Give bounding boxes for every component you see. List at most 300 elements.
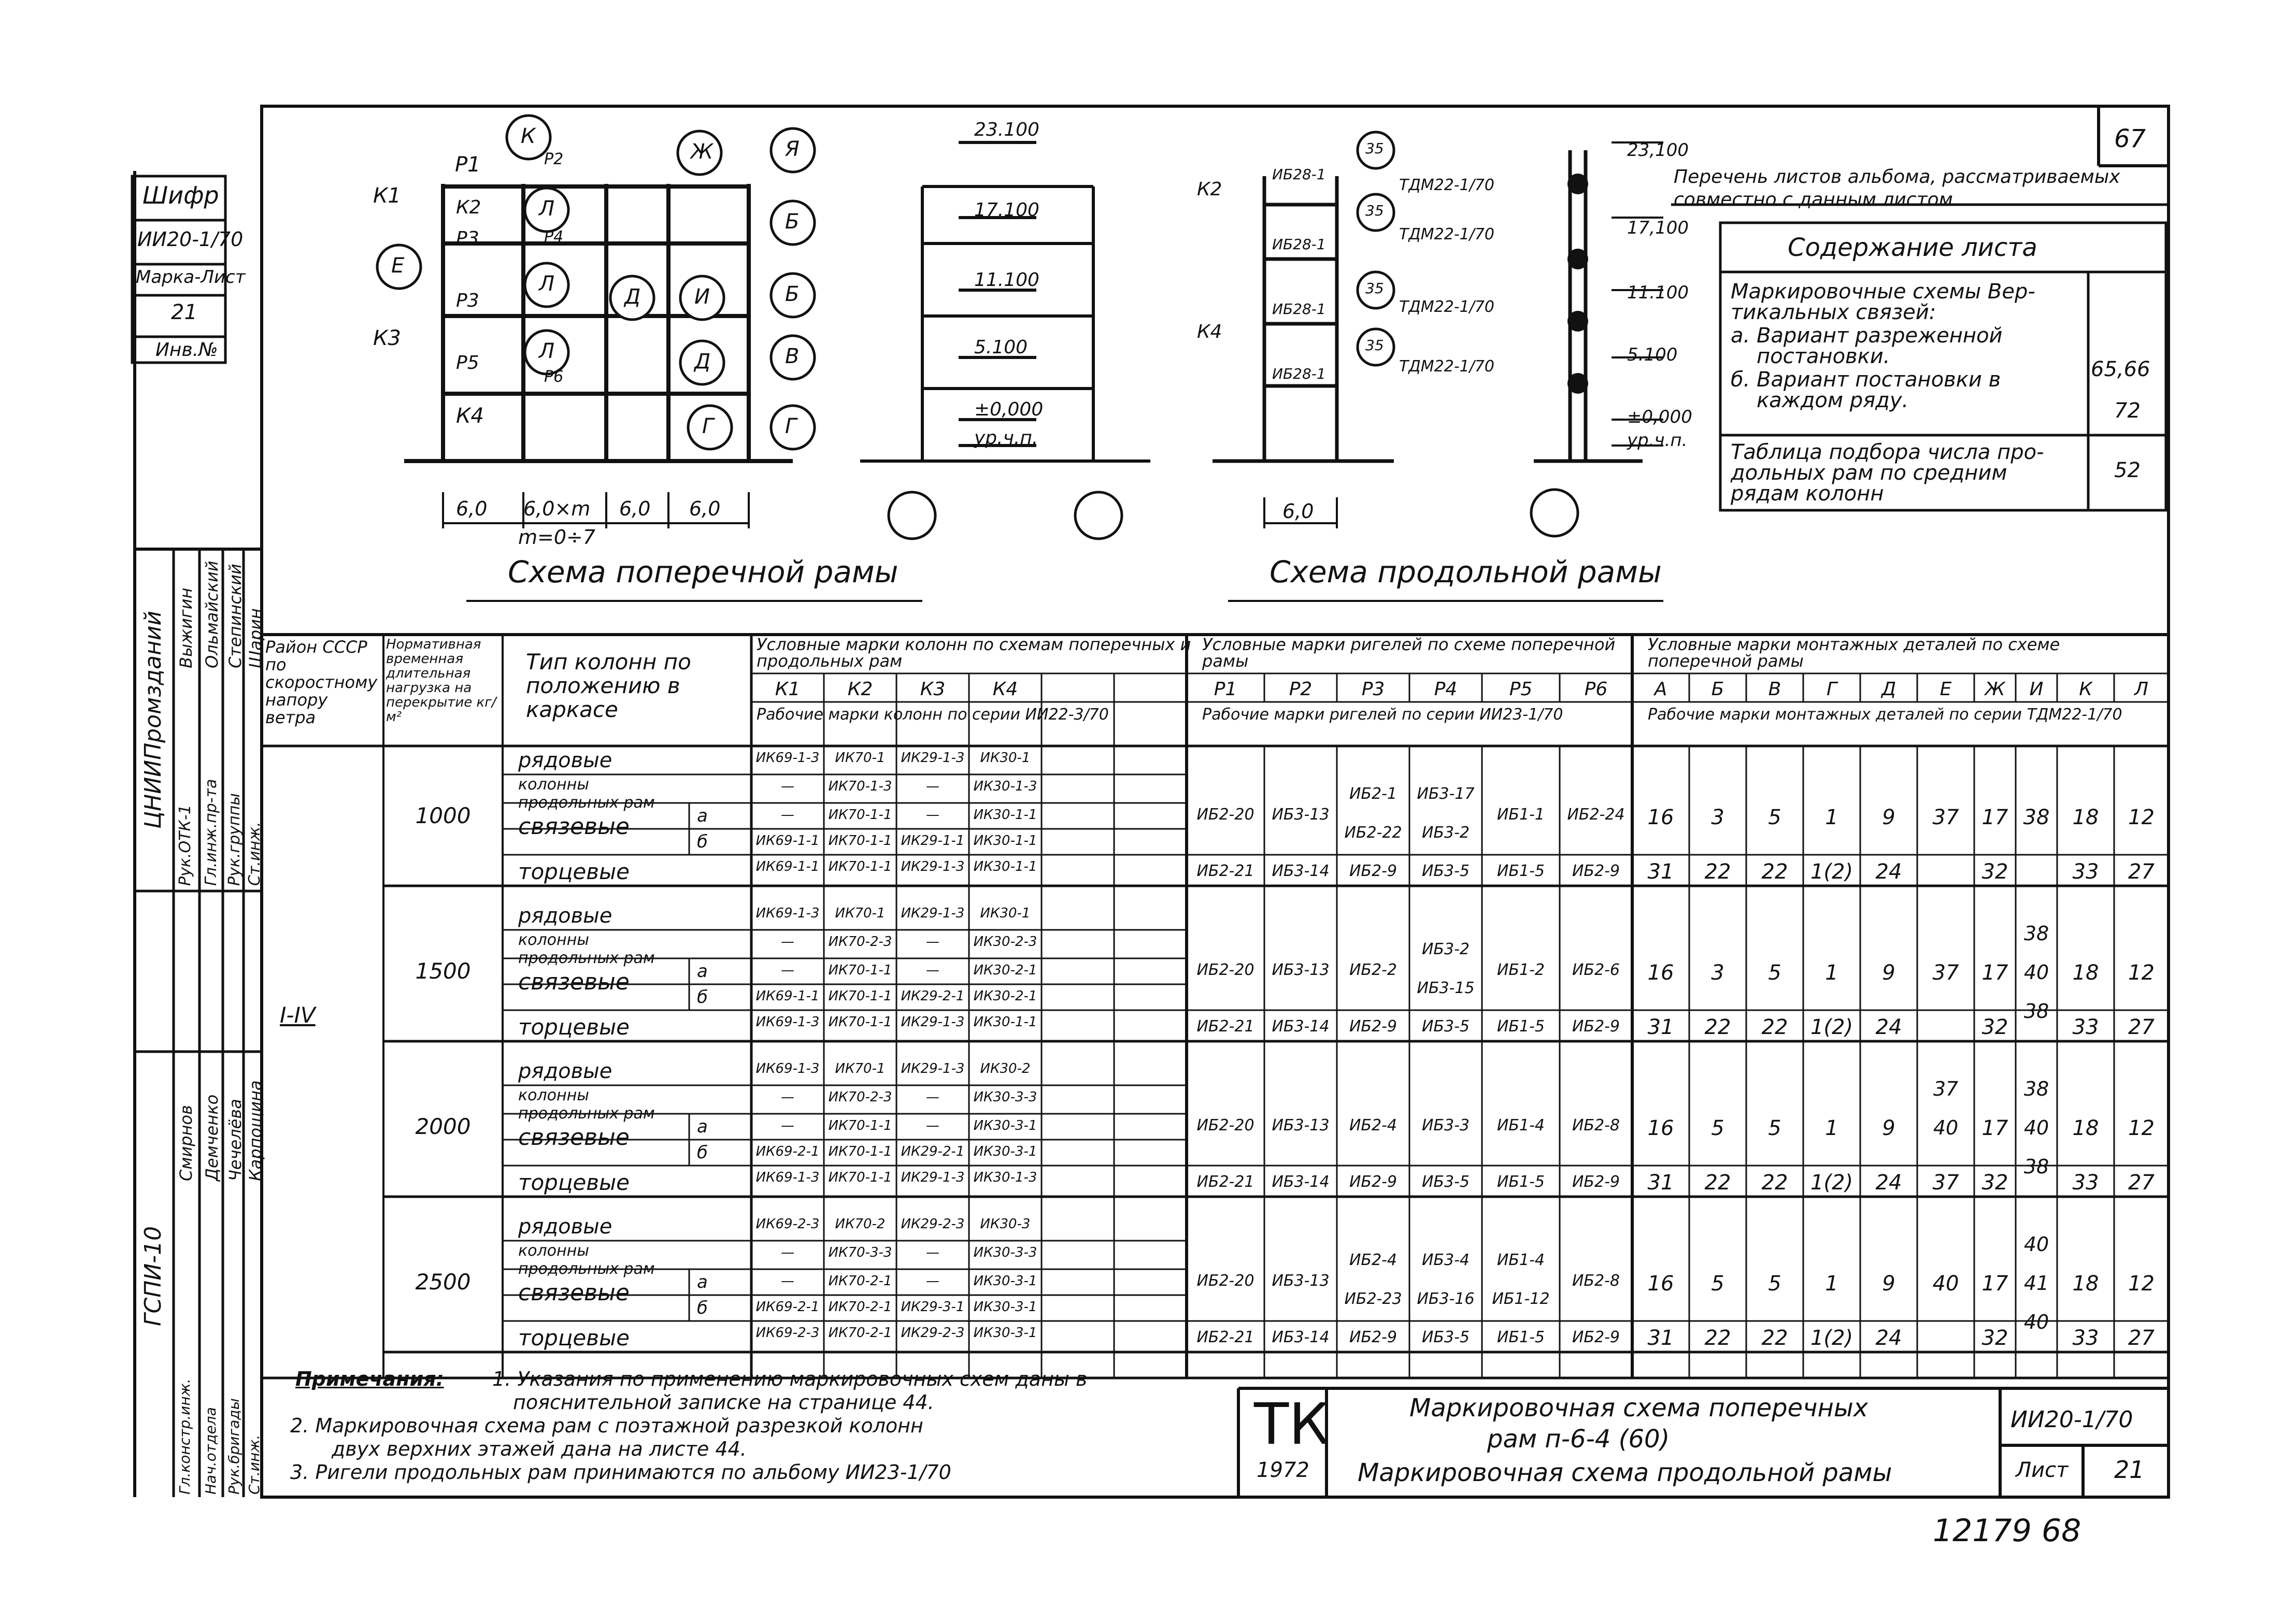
- colmark-0-1-2: —: [926, 779, 939, 794]
- det-end-0-9: 27: [2128, 860, 2155, 884]
- org-bottom: ГСПИ-10: [140, 1226, 166, 1326]
- barmark-end-0-4: ИБ1-5: [1496, 862, 1545, 880]
- det-3-6: 17: [1981, 1272, 2008, 1296]
- type-end-2: торцевые: [518, 1170, 630, 1195]
- h-type: Тип колонн по положению в каркасе: [526, 649, 691, 722]
- type-row-1: рядовые: [518, 904, 612, 928]
- contents-item4-c: рядам колонн: [1731, 482, 1884, 506]
- type-long-0: колонны продольных рам: [518, 775, 655, 812]
- span-4: 6,0: [689, 497, 721, 520]
- contents-item3-a: б. Вариант постановки в: [1731, 368, 2001, 392]
- barmark-0-2-0: ИБ2-1: [1349, 785, 1397, 803]
- det-0-5: 37: [1932, 806, 1959, 829]
- long-frame-title: Схема продольной рамы: [1270, 554, 1662, 590]
- colmark-2-0-3: ИК30-2: [980, 1061, 1031, 1076]
- contents-item4-b: дольных рам по средним: [1731, 461, 2007, 485]
- det-end-1-1: 22: [1704, 1015, 1731, 1039]
- long-circle-3: 35: [1365, 280, 1384, 297]
- barmark-end-1-0: ИБ2-21: [1196, 1017, 1254, 1036]
- colmark-2-3-0: ИК69-2-1: [755, 1144, 820, 1159]
- det-3-2: 5: [1768, 1272, 1781, 1296]
- det-end-2-2: 22: [1761, 1171, 1788, 1195]
- colmark-3-4-3: ИК30-3-1: [973, 1325, 1037, 1341]
- colmark-0-1-1: ИК70-1-3: [828, 779, 892, 794]
- det-end-1-4: 24: [1875, 1015, 1902, 1039]
- colmark-0-0-0: ИК69-1-3: [755, 750, 820, 766]
- stamp-row-bot-3: Ст.инж.: [246, 1434, 263, 1495]
- det-end-2-6: 32: [1981, 1171, 2008, 1195]
- colmark-1-4-2: ИК29-1-3: [901, 1014, 965, 1030]
- det-end-3-8: 33: [2072, 1326, 2099, 1350]
- barmark-3-3-0: ИБ3-4: [1421, 1251, 1470, 1269]
- cross-frame-title: Схема поперечной рамы: [508, 554, 899, 590]
- cross-label-r3: Р3: [456, 228, 479, 249]
- title-line3: Маркировочная схема продольной рамы: [1358, 1458, 1892, 1487]
- colmark-0-2-3: ИК30-1-1: [973, 807, 1037, 823]
- long-circle-4: 35: [1365, 337, 1384, 354]
- cross-label-k3: К3: [373, 326, 401, 350]
- notes-title: Примечания:: [295, 1368, 444, 1390]
- stamp-name-bot-3: Карпощина: [246, 1080, 265, 1181]
- colmark-1-4-1: ИК70-1-1: [828, 1014, 892, 1030]
- level-23100: 23.100: [974, 119, 1039, 140]
- det-0-3: 1: [1825, 806, 1838, 829]
- colmark-0-2-0: —: [781, 807, 794, 823]
- long-level-3: 11.100: [1627, 282, 1689, 303]
- level-0000: ±0,000: [974, 399, 1044, 420]
- stamp-name-bot-2: Чечелёва: [225, 1099, 245, 1181]
- load-0: 1000: [415, 803, 471, 828]
- barmark-end-1-4: ИБ1-5: [1496, 1017, 1545, 1036]
- colmark-1-0-2: ИК29-1-3: [901, 906, 965, 921]
- colmark-2-4-3: ИК30-1-3: [973, 1170, 1037, 1185]
- barmark-1-0: ИБ2-20: [1196, 961, 1254, 979]
- cross-label-r2: Р2: [544, 150, 564, 168]
- colmark-0-3-3: ИК30-1-1: [973, 833, 1037, 849]
- det-end-2-5: 37: [1932, 1171, 1959, 1195]
- colmark-0-3-1: ИК70-1-1: [828, 833, 892, 849]
- det-2-7-2: 38: [2023, 1155, 2049, 1178]
- colmark-0-4-1: ИК70-1-1: [828, 859, 892, 874]
- colmark-3-1-2: —: [926, 1245, 939, 1260]
- det-key-И: И: [2029, 679, 2044, 700]
- circle-l1: Л: [539, 197, 555, 221]
- det-end-2-9: 27: [2128, 1171, 2155, 1195]
- barmark-3-4-0: ИБ1-4: [1496, 1251, 1545, 1269]
- colmark-2-1-0: —: [781, 1089, 794, 1105]
- h-bars: Условные марки ригелей по схеме поперечной рамы: [1202, 635, 1616, 671]
- colmark-2-4-1: ИК70-1-1: [828, 1170, 892, 1185]
- det-2-3: 1: [1825, 1116, 1838, 1140]
- bar-key-Р3: Р3: [1361, 679, 1385, 700]
- colmark-0-0-3: ИК30-1: [980, 750, 1031, 766]
- colmark-0-2-1: ИК70-1-1: [828, 807, 892, 823]
- m-label: m=0÷7: [518, 526, 596, 549]
- contents-title: Перечень листов альбома, рассматриваемых совместно с данным листом: [1674, 166, 2120, 210]
- colmark-1-3-2: ИК29-2-1: [901, 988, 965, 1004]
- det-1-2: 5: [1768, 961, 1781, 985]
- colmark-0-4-0: ИК69-1-1: [755, 859, 820, 874]
- det-key-Ж: Ж: [1985, 679, 2005, 700]
- type-end-3: торцевые: [518, 1325, 630, 1351]
- long-label-k4: К4: [1197, 321, 1222, 342]
- colmark-2-3-1: ИК70-1-1: [828, 1144, 892, 1159]
- det-end-2-8: 33: [2072, 1171, 2099, 1195]
- det-end-3-1: 22: [1704, 1326, 1731, 1350]
- det-1-3: 1: [1825, 961, 1838, 985]
- stamp-name-bot-1: Демченко: [202, 1094, 222, 1181]
- title-year: 1972: [1257, 1458, 1309, 1482]
- colmark-3-2-0: —: [781, 1273, 794, 1289]
- h-region: Район СССР по скоростному напору ветра: [265, 637, 378, 727]
- colmark-2-2-1: ИК70-1-1: [828, 1118, 892, 1133]
- sheet-label: Лист: [2016, 1458, 2069, 1482]
- long-level-5: ±0,000: [1627, 407, 1692, 427]
- colmark-1-0-3: ИК30-1: [980, 906, 1031, 921]
- det-key-Б: Б: [1711, 679, 1724, 700]
- det-end-0-4: 24: [1875, 860, 1902, 884]
- det-1-7-1: 40: [2023, 961, 2049, 984]
- colmark-2-1-2: —: [926, 1089, 939, 1105]
- stamp-name-top-3: Шарин: [246, 608, 265, 668]
- colmark-2-3-3: ИК30-3-1: [973, 1144, 1037, 1159]
- det-0-7: 38: [2023, 806, 2050, 829]
- det-end-0-6: 32: [1981, 860, 2008, 884]
- long-level-2: 17,100: [1627, 218, 1689, 238]
- circle-k: К: [521, 124, 536, 148]
- type-end-1: торцевые: [518, 1014, 630, 1040]
- type-long-3: колонны продольных рам: [518, 1242, 655, 1278]
- cross-label-r4: Р4: [544, 228, 564, 246]
- long-detail-3: ТДМ22-1/70: [1399, 298, 1495, 316]
- note-1b: пояснительной записке на странице 44.: [513, 1391, 934, 1414]
- h-det: Условные марки монтажных деталей по схеме поперечной рамы: [1648, 635, 2060, 671]
- barmark-3-2-0: ИБ2-4: [1349, 1251, 1397, 1269]
- contents-item4-pages: 52: [2114, 458, 2141, 482]
- barmark-2-1: ИБ3-13: [1272, 1116, 1330, 1134]
- barmark-0-3-1: ИБ3-2: [1421, 824, 1470, 842]
- colmark-0-3-2: ИК29-1-1: [901, 833, 965, 849]
- circle-g2: Г: [785, 414, 797, 438]
- det-end-2-3: 1(2): [1810, 1171, 1853, 1195]
- det-2-1: 5: [1711, 1116, 1724, 1140]
- colmark-2-1-3: ИК30-3-3: [973, 1089, 1037, 1105]
- det-3-9: 12: [2128, 1272, 2155, 1296]
- det-1-1: 3: [1711, 961, 1724, 985]
- det-2-5-0: 37: [1933, 1078, 1959, 1100]
- circle-i: И: [694, 285, 710, 309]
- col-key-К3: К3: [920, 679, 946, 700]
- colmark-1-2-1: ИК70-1-1: [828, 963, 892, 978]
- det-end-0-1: 22: [1704, 860, 1731, 884]
- det-2-5-1: 40: [1933, 1116, 1959, 1139]
- long-detail-1: ТДМ22-1/70: [1399, 176, 1495, 194]
- barmark-2-5: ИБ2-8: [1572, 1116, 1620, 1134]
- barmark-0-2-1: ИБ2-22: [1344, 824, 1402, 842]
- colmark-3-0-2: ИК29-2-3: [901, 1216, 965, 1232]
- cross-label-k4: К4: [456, 404, 484, 428]
- long-level-4: 5.100: [1627, 344, 1678, 365]
- colmark-2-3-2: ИК29-2-1: [901, 1144, 965, 1159]
- colmark-3-2-2: —: [926, 1273, 939, 1289]
- colmark-0-1-3: ИК30-1-3: [973, 779, 1037, 794]
- barmark-0-5: ИБ2-24: [1567, 806, 1625, 824]
- det-end-1-8: 33: [2072, 1015, 2099, 1039]
- contents-item1-a: Маркировочные схемы Вер-: [1731, 280, 2035, 304]
- barmark-2-4: ИБ1-4: [1496, 1116, 1545, 1134]
- det-end-3-0: 31: [1647, 1326, 1674, 1350]
- det-key-Г: Г: [1826, 679, 1837, 700]
- barmark-end-3-0: ИБ2-21: [1196, 1328, 1254, 1346]
- load-3: 2500: [415, 1269, 471, 1295]
- stamp-row-bot-2: Рук.бригады: [225, 1398, 243, 1495]
- det-key-А: А: [1654, 679, 1667, 700]
- type-a-2: а: [697, 1116, 708, 1137]
- det-0-0: 16: [1647, 806, 1674, 829]
- span-2: 6,0×m: [523, 497, 591, 520]
- type-b-0: б: [697, 831, 708, 852]
- col-key-К4: К4: [992, 679, 1018, 700]
- stamp-row-top-0: Рук.ОТК-1: [176, 805, 194, 886]
- colmark-2-0-1: ИК70-1: [835, 1061, 886, 1076]
- colmark-0-2-2: —: [926, 807, 939, 823]
- contents-item1-b: тикальных связей:: [1731, 300, 1936, 324]
- contents-header: Содержание листа: [1788, 233, 2037, 262]
- barmark-3-3-1: ИБ3-16: [1417, 1290, 1475, 1308]
- long-detail-2: ТДМ22-1/70: [1399, 225, 1495, 243]
- det-end-1-9: 27: [2128, 1015, 2155, 1039]
- det-end-3-4: 24: [1875, 1326, 1902, 1350]
- shifr-label: Шифр: [142, 181, 219, 209]
- det-key-К: К: [2079, 679, 2092, 700]
- level-17100: 17.100: [974, 199, 1039, 221]
- type-a-3: а: [697, 1272, 708, 1292]
- colmark-1-1-1: ИК70-2-3: [828, 934, 892, 950]
- colmark-3-4-2: ИК29-2-3: [901, 1325, 965, 1341]
- colmark-1-0-1: ИК70-1: [835, 906, 886, 921]
- det-end-3-2: 22: [1761, 1326, 1788, 1350]
- barmark-1-5: ИБ2-6: [1572, 961, 1620, 979]
- det-1-9: 12: [2128, 961, 2155, 985]
- det-1-8: 18: [2072, 961, 2099, 985]
- circle-e: Е: [391, 254, 405, 278]
- contents-item2-b: постановки.: [1757, 344, 1890, 368]
- type-row-3: рядовые: [518, 1215, 612, 1239]
- title-code: ИИ20-1/70: [2010, 1406, 2133, 1433]
- barmark-end-0-1: ИБ3-14: [1272, 862, 1330, 880]
- colmark-2-4-2: ИК29-1-3: [901, 1170, 965, 1185]
- colmark-2-0-0: ИК69-1-3: [755, 1061, 820, 1076]
- det-end-2-0: 31: [1647, 1171, 1674, 1195]
- stamp-name-bot-0: Смирнов: [176, 1105, 196, 1181]
- colmark-2-2-3: ИК30-3-1: [973, 1118, 1037, 1133]
- barmark-end-3-3: ИБ3-5: [1421, 1328, 1470, 1346]
- det-end-1-6: 32: [1981, 1015, 2008, 1039]
- barmark-end-0-0: ИБ2-21: [1196, 862, 1254, 880]
- barmark-end-1-1: ИБ3-14: [1272, 1017, 1330, 1036]
- note-3: 3. Ригели продольных рам принимаются по альбому ИИ23-1/70: [290, 1461, 951, 1484]
- barmark-2-0: ИБ2-20: [1196, 1116, 1254, 1134]
- type-a-1: а: [697, 961, 708, 982]
- det-2-9: 12: [2128, 1116, 2155, 1140]
- long-beam-2: ИБ28-1: [1272, 236, 1326, 253]
- contents-item2-pages: 65,66: [2091, 357, 2150, 381]
- circle-ya: Я: [785, 137, 800, 161]
- barmark-1-3-1: ИБ3-15: [1417, 979, 1475, 997]
- barmark-3-0: ИБ2-20: [1196, 1272, 1254, 1290]
- colmark-0-0-2: ИК29-1-3: [901, 750, 965, 766]
- det-3-7-2: 40: [2023, 1311, 2049, 1333]
- span-1: 6,0: [456, 497, 488, 520]
- long-label-k2: К2: [1197, 179, 1222, 200]
- colmark-3-4-0: ИК69-2-3: [755, 1325, 820, 1341]
- stamp-name-top-2: Степинский: [225, 564, 245, 668]
- cross-label-k1: К1: [373, 184, 401, 208]
- barmark-end-1-2: ИБ2-9: [1349, 1017, 1397, 1036]
- barmark-end-0-5: ИБ2-9: [1572, 862, 1620, 880]
- type-tie-0: связевые: [518, 813, 630, 840]
- colmark-1-2-0: —: [781, 963, 794, 978]
- region-value: I-IV: [280, 1002, 316, 1028]
- colmark-2-4-0: ИК69-1-3: [755, 1170, 820, 1185]
- det-end-2-4: 24: [1875, 1171, 1902, 1195]
- marka-list-label: Марка-Лист: [136, 267, 246, 288]
- barmark-end-2-2: ИБ2-9: [1349, 1173, 1397, 1191]
- stamp-name-top-0: Выжигин: [176, 587, 196, 668]
- barmark-end-2-3: ИБ3-5: [1421, 1173, 1470, 1191]
- colmark-3-3-0: ИК69-2-1: [755, 1299, 820, 1315]
- barmark-0-0: ИБ2-20: [1196, 806, 1254, 824]
- det-3-3: 1: [1825, 1272, 1838, 1296]
- h-bars-series: Рабочие марки ригелей по серии ИИ23-1/70: [1202, 706, 1563, 724]
- colmark-1-2-3: ИК30-2-1: [973, 963, 1037, 978]
- colmark-3-3-3: ИК30-3-1: [973, 1299, 1037, 1315]
- sheet-no-top: 67: [2114, 124, 2146, 153]
- load-2: 2000: [415, 1114, 471, 1139]
- contents-item3-b: каждом ряду.: [1757, 389, 1909, 412]
- bar-key-Р1: Р1: [1214, 679, 1237, 700]
- barmark-end-2-0: ИБ2-21: [1196, 1173, 1254, 1191]
- long-circle-2: 35: [1365, 202, 1384, 219]
- colmark-0-4-2: ИК29-1-3: [901, 859, 965, 874]
- barmark-end-2-5: ИБ2-9: [1572, 1173, 1620, 1191]
- det-0-4: 9: [1882, 806, 1895, 829]
- det-0-6: 17: [1981, 806, 2008, 829]
- det-1-7-2: 38: [2023, 1000, 2049, 1023]
- barmark-end-3-2: ИБ2-9: [1349, 1328, 1397, 1346]
- load-1: 1500: [415, 958, 471, 984]
- contents-item2-a: а. Вариант разреженной: [1731, 324, 2003, 348]
- det-0-9: 12: [2128, 806, 2155, 829]
- colmark-1-3-3: ИК30-2-1: [973, 988, 1037, 1004]
- cross-label-r3b: Р3: [456, 290, 479, 311]
- type-long-2: колонны продольных рам: [518, 1086, 655, 1123]
- barmark-end-0-3: ИБ3-5: [1421, 862, 1470, 880]
- org-top: ЦНИИПромзданий: [140, 611, 166, 829]
- circle-zh: Ж: [691, 140, 714, 164]
- det-1-4: 9: [1882, 961, 1895, 985]
- list-value: 21: [171, 300, 197, 324]
- colmark-3-2-1: ИК70-2-1: [828, 1273, 892, 1289]
- bottom-number: 12179 68: [1933, 1513, 2081, 1549]
- circle-b2: Б: [785, 282, 800, 306]
- note-2a: 2. Маркировочная схема рам с поэтажной разрезкой колонн: [290, 1414, 923, 1437]
- title-line2: рам п-6-4 (60): [1487, 1425, 1670, 1454]
- circle-l3: Л: [539, 339, 555, 363]
- type-a-0: а: [697, 806, 708, 826]
- contents-item4-a: Таблица подбора числа про-: [1731, 440, 2044, 464]
- long-detail-4: ТДМ22-1/70: [1399, 357, 1495, 376]
- det-end-0-8: 33: [2072, 860, 2099, 884]
- contents-item3-pages: 72: [2114, 399, 2141, 423]
- span-3: 6,0: [619, 497, 651, 520]
- col-key-К1: К1: [775, 679, 801, 700]
- circle-d2: Д: [694, 350, 711, 374]
- det-0-2: 5: [1768, 806, 1781, 829]
- barmark-3-5: ИБ2-8: [1572, 1272, 1620, 1290]
- h-load: Нормативная временная длительная нагрузка на перекрытие кг/м²: [386, 637, 496, 725]
- long-span: 6,0: [1282, 500, 1314, 523]
- det-key-Л: Л: [2134, 679, 2149, 700]
- det-2-8: 18: [2072, 1116, 2099, 1140]
- colmark-1-0-0: ИК69-1-3: [755, 906, 820, 921]
- type-tie-2: связевые: [518, 1124, 630, 1151]
- barmark-0-1: ИБ3-13: [1272, 806, 1330, 824]
- det-end-3-6: 32: [1981, 1326, 2008, 1350]
- bar-key-Р2: Р2: [1289, 679, 1313, 700]
- colmark-3-3-2: ИК29-3-1: [901, 1299, 965, 1315]
- colmark-3-1-3: ИК30-3-3: [973, 1245, 1037, 1260]
- det-3-4: 9: [1882, 1272, 1895, 1296]
- h-det-series: Рабочие марки монтажных деталей по серии ТДМ22-1/70: [1648, 706, 2122, 724]
- circle-v: В: [785, 344, 800, 368]
- det-3-0: 16: [1647, 1272, 1674, 1296]
- long-beam-4: ИБ28-1: [1272, 365, 1326, 382]
- colmark-1-1-0: —: [781, 934, 794, 950]
- det-1-6: 17: [1981, 961, 2008, 985]
- colmark-1-1-3: ИК30-2-3: [973, 934, 1037, 950]
- long-beam-3: ИБ28-1: [1272, 300, 1326, 318]
- det-0-1: 3: [1711, 806, 1724, 829]
- type-row-0: рядовые: [518, 749, 612, 772]
- det-0-8: 18: [2072, 806, 2099, 829]
- det-2-0: 16: [1647, 1116, 1674, 1140]
- det-end-0-3: 1(2): [1810, 860, 1853, 884]
- cross-label-k2: К2: [456, 197, 481, 218]
- h-cols: Условные марки колонн по схемам поперечных и продольных рам: [757, 635, 1191, 671]
- note-2b: двух верхних этажей дана на листе 44.: [332, 1438, 747, 1460]
- inv-label: Инв.№: [155, 339, 218, 361]
- type-row-2: рядовые: [518, 1059, 612, 1083]
- det-key-В: В: [1768, 679, 1781, 700]
- barmark-end-3-5: ИБ2-9: [1572, 1328, 1620, 1346]
- colmark-1-3-1: ИК70-1-1: [828, 988, 892, 1004]
- barmark-end-1-5: ИБ2-9: [1572, 1017, 1620, 1036]
- barmark-end-3-4: ИБ1-5: [1496, 1328, 1545, 1346]
- type-b-2: б: [697, 1142, 708, 1163]
- det-key-Д: Д: [1881, 679, 1896, 700]
- stamp-row-top-3: Ст.инж.: [246, 822, 264, 886]
- barmark-3-1: ИБ3-13: [1272, 1272, 1330, 1290]
- det-key-Е: Е: [1940, 679, 1952, 700]
- stamp-row-bot-0: Гл.констр.инж.: [176, 1378, 193, 1495]
- det-end-2-1: 22: [1704, 1171, 1731, 1195]
- det-end-3-3: 1(2): [1810, 1326, 1853, 1350]
- type-end-0: торцевые: [518, 859, 630, 884]
- bar-key-Р6: Р6: [1584, 679, 1608, 700]
- det-2-7-0: 38: [2023, 1078, 2049, 1100]
- long-circle-1: 35: [1365, 140, 1384, 157]
